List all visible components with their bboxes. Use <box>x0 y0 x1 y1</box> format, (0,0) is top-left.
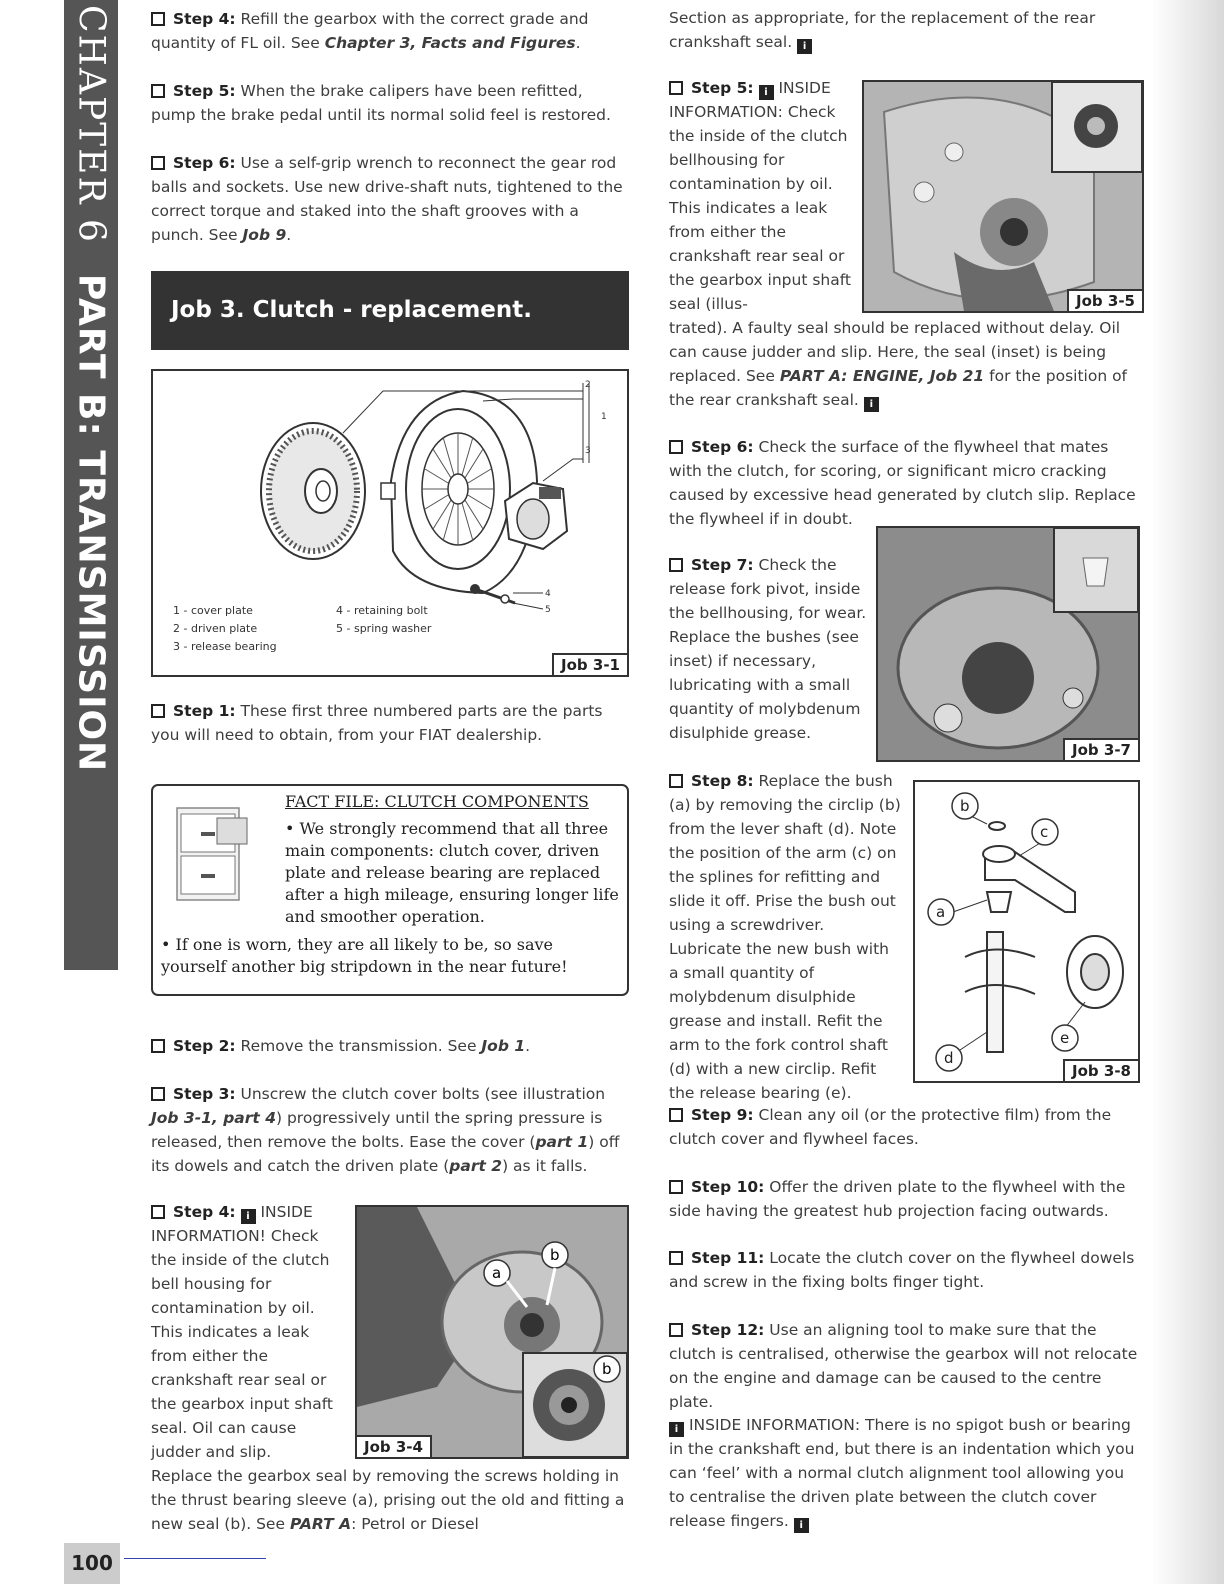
label-b: b <box>960 797 970 815</box>
step-10-driven-plate: Step 10: Offer the driven plate to the flywheel with the side having the greatest hub projection facing outwards. <box>669 1178 1126 1220</box>
driven-plate-drawing <box>261 423 365 559</box>
callout-5: 5 <box>545 605 551 615</box>
legend-right: 4 - retaining bolt 5 - spring washer <box>336 604 432 635</box>
legend-left: 1 - cover plate 2 - driven plate 3 - release bearing <box>173 604 277 653</box>
checkbox-icon <box>151 12 165 26</box>
inside-info-icon: i <box>241 1209 256 1224</box>
checkbox-icon <box>669 558 683 572</box>
fact-file-point-1: • We strongly recommend that all three main components: clutch cover, driven plate and release bearing are replaced after a high mileage, ensuring longer life and smoother operation. <box>285 819 619 926</box>
label-a: a <box>492 1264 502 1282</box>
step-4-continued: Replace the gearbox seal by removing the screws holding in the thrust bearing sleeve (a), prising out the old and fitting a new seal (b). See PART A: Petrol or Diesel <box>151 1467 625 1533</box>
step-6-flywheel: Step 6: Check the surface of the flywheel that mates with the clutch, for scoring, or significant micro cracking caused by excessive head generated by clutch slip. Replace the flywheel if in doubt. <box>669 438 1136 528</box>
figure-tag: Job 3-1 <box>552 653 629 677</box>
checkbox-icon <box>669 1323 683 1337</box>
step-4-inside-info: Step 4: i INSIDE INFORMATION! Check the inside of the clutch bell housing for contamination by oil. This indicates a leak from either the crankshaft rear seal or the gearbox input shaft seal. Oil can cause judder and slip. <box>151 1203 334 1461</box>
callout-2: 2 <box>585 380 591 390</box>
checkbox-icon <box>151 156 165 170</box>
figure-tag: Job 3-4 <box>355 1435 432 1459</box>
checkbox-icon <box>669 1251 683 1265</box>
page-number: 100 <box>64 1543 120 1584</box>
filing-cabinet-icon <box>171 804 255 904</box>
step-9-clean: Step 9: Clean any oil (or the protective film) from the clutch cover and flywheel faces. <box>669 1106 1112 1148</box>
checkbox-icon <box>669 440 683 454</box>
callout-3: 3 <box>585 446 591 456</box>
sidebar-text <box>71 5 112 965</box>
label-b: b <box>550 1246 560 1264</box>
callout-4: 4 <box>545 589 551 599</box>
label-d: d <box>944 1049 954 1067</box>
inside-info-icon: i <box>669 1422 684 1437</box>
checkbox-icon <box>669 774 683 788</box>
checkbox-icon <box>669 81 683 95</box>
checkbox-icon <box>669 1180 683 1194</box>
checkbox-icon <box>151 84 165 98</box>
fact-file-point-2: • If one is worn, they are all likely to be, so save yourself another big stripdown in the near future! <box>161 935 568 976</box>
step-1-parts: Step 1: These first three numbered parts are the parts you will need to obtain, from your FIAT dealership. <box>151 702 603 744</box>
release-fork-photo <box>878 528 1138 760</box>
label-e: e <box>1060 1029 1070 1047</box>
photo-job-3-7 <box>876 526 1140 762</box>
photo-job-3-5 <box>862 80 1144 313</box>
inside-info-icon: i <box>759 85 774 100</box>
inside-info-icon: i <box>864 397 879 412</box>
checkbox-icon <box>151 1087 165 1101</box>
step-11-locate: Step 11: Locate the clutch cover on the flywheel dowels and screw in the fixing bolts finger tight. <box>669 1249 1135 1291</box>
checkbox-icon <box>151 1205 165 1219</box>
step-4-refill: Step 4: Refill the gearbox with the correct grade and quantity of FL oil. See Chapter 3, Facts and Figures. <box>151 10 589 52</box>
figure-job-3-1 <box>151 369 629 677</box>
figure-job-3-8 <box>913 780 1140 1083</box>
chapter-label: CHAPTER 6 <box>70 5 112 244</box>
checkbox-icon <box>669 1108 683 1122</box>
step-8-bush: Step 8: Replace the bush (a) by removing the circlip (b) from the lever shaft (d). Note the position of the arm (c) on the splines for refitting and slide it off. Prise the bush out using a screwdriver. Lubricate the new bush with a small quantity of molybdenum disulphide grease and install. Refit the arm to the fork control shaft (d) with a new circlip. Refit the release bearing (e). <box>669 772 901 1102</box>
step-7-fork-pivot: Step 7: Check the release fork pivot, inside the bellhousing, for wear. Replace the bushes (see inset) if necessary, lubricating with a small quantity of molybdenum disulphide grease. <box>669 556 867 742</box>
step-12-align: Step 12: Use an aligning tool to make sure that the clutch is centralised, otherwise the gearbox will not relocate on the engine and damage can be caused to the centre plate. <box>669 1321 1138 1411</box>
inside-info-icon: i <box>794 1518 809 1533</box>
figure-tag: Job 3-8 <box>1063 1059 1140 1083</box>
step-5-brake: Step 5: When the brake calipers have been refitted, pump the brake pedal until its normal solid feel is restored. <box>151 82 611 124</box>
step-2-remove: Step 2: Remove the transmission. See Job 1. <box>151 1034 629 1058</box>
gearbox-seal-photo <box>357 1207 627 1457</box>
label-b-inset: b <box>602 1360 612 1378</box>
bellhousing-photo <box>864 82 1142 311</box>
step-6-gear-rod: Step 6: Use a self-grip wrench to reconnect the gear rod balls and sockets. Use new drive-shaft nuts, tightened to the correct torque and staked into the shaft grooves with a punch. See Job 9. <box>151 154 623 244</box>
step-5-continued: trated). A faulty seal should be replaced without delay. Oil can cause judder and slip. Here, the seal (inset) is being replaced. See PART A: ENGINE, Job 21 for the position of the rear crankshaft seal. i <box>669 319 1128 410</box>
label-c: c <box>1040 823 1049 841</box>
callout-1: 1 <box>601 412 607 422</box>
checkbox-icon <box>151 1039 165 1053</box>
job-3-title: Job 3. Clutch - replacement. <box>151 271 629 350</box>
part-label: PART B: TRANSMISSION <box>70 273 112 773</box>
inside-info-note: i INSIDE INFORMATION: There is no spigot bush or bearing in the crankshaft end, but there is an indentation which you can ‘feel’ with a normal clutch alignment tool allowing you to centralise the driven plate between the clutch cover release fingers. i <box>669 1416 1135 1531</box>
photo-job-3-4 <box>355 1205 629 1459</box>
label-a: a <box>936 903 946 921</box>
page-edge-shadow <box>1150 0 1224 1584</box>
fork-shaft-diagram <box>915 782 1138 1081</box>
checkbox-icon <box>151 704 165 718</box>
right-continued-text: Section as appropriate, for the replacement of the rear crankshaft seal. i <box>669 9 1096 52</box>
cover-plate-drawing <box>381 391 537 593</box>
figure-tag: Job 3-5 <box>1067 289 1144 313</box>
step-5-inside-info: Step 5: i INSIDE INFORMATION: Check the inside of the clutch bellhousing for contamination by oil. This indicates a leak from either the crankshaft rear seal or the gearbox input shaft seal (illus- <box>669 79 852 313</box>
fact-file-box <box>151 784 629 996</box>
figure-tag: Job 3-7 <box>1063 738 1140 762</box>
fact-file-title: FACT FILE: CLUTCH COMPONENTS <box>285 792 589 811</box>
page-footer-line <box>124 1558 266 1559</box>
inside-info-icon: i <box>797 39 812 54</box>
step-3-unscrew: Step 3: Unscrew the clutch cover bolts (see illustration Job 3-1, part 4) progressively until the spring pressure is released, then remove the bolts. Ease the cover (part 1) off its dowels and catch the driven plate (part 2) as it falls. <box>151 1085 620 1175</box>
